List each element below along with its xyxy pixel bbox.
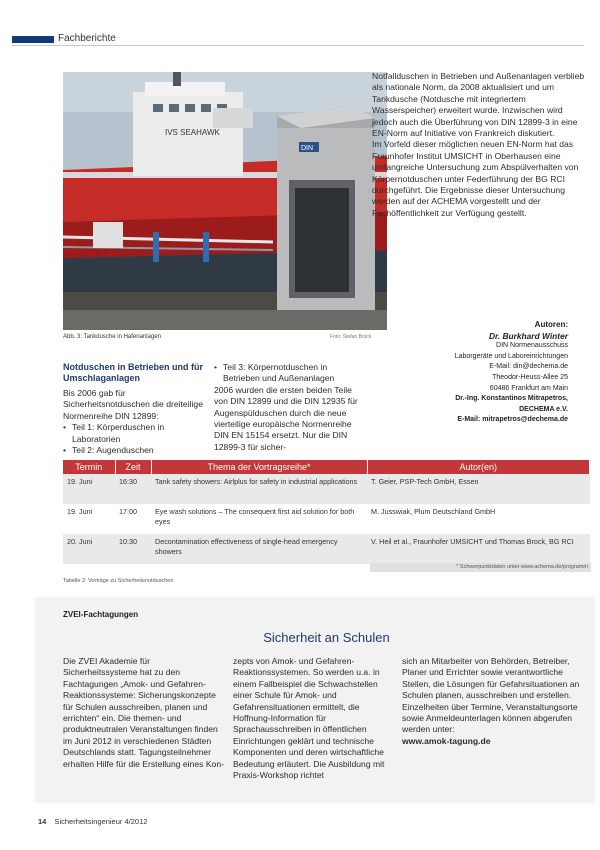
page-footer xyxy=(38,817,147,826)
column-2 xyxy=(214,362,366,453)
table-cell: M. Jusswiak, Plum Deutschland GmbH xyxy=(371,507,496,516)
author-1-line: Theodor-Heuss-Allee 25 xyxy=(492,373,568,381)
authors-label: Autoren: xyxy=(534,320,568,329)
right-column-paragraph-1: Notfallduschen in Betrieben und Außenanlagen verblieb als nationale Norm, da 2008 aktualisiert und um Tankdusche (Notdusche mit integriertem Wasserspeicher) erweitert wurde. Inzwischen wird jedoch auch die Überführung von DIN 12899-3 in eine EN-Norm auf Initiative von Frankreich diskutiert. xyxy=(372,71,585,139)
author-2-line: DECHEMA e.V. xyxy=(519,405,568,413)
table-cell: 16:30 xyxy=(115,474,151,504)
table-footnote: * Schwerpunktdaten unter www.achema.de/programm xyxy=(370,563,591,572)
figure-caption: Abb. 3: Tankdusche in Hafenanlagen xyxy=(63,334,161,340)
right-column-text xyxy=(372,71,590,219)
table-cell: Decontamination effectiveness of single-head emergency showers xyxy=(151,534,367,564)
column-header: Thema der Vortragsreihe* xyxy=(151,460,367,474)
table-cell: 10:30 xyxy=(115,534,151,564)
box-heading: ZVEI-Fachtagungen xyxy=(63,610,139,619)
right-column-paragraph-2: Im Vorfeld dieser möglichen neuen EN-Norm hat das Fraunhofer Institut UMSICHT in Oberhausen eine umfangreiche Untersuchung zum Abspülverhalten von Körpernotduschen unter Federführung der BG RCI durchgeführt. Die Ergebnisse dieser Untersuchung werden auf der ACHEMA vorgestellt und der Fachöffentlichkeit zur Verfügung gestellt. xyxy=(372,139,579,218)
column-header: Termin xyxy=(63,460,115,474)
page-number: 14 xyxy=(38,817,47,826)
lecture-schedule-table xyxy=(63,460,590,564)
authors-block xyxy=(358,320,568,426)
column-header: Zeit xyxy=(115,460,151,474)
author-1-line: Laborgeräte und Laboreinrichtungen xyxy=(454,352,568,360)
author-2-name: Dr.-Ing. Konstantinos Mitrapetros, xyxy=(455,395,568,403)
table-row xyxy=(63,534,590,564)
box-column-3 xyxy=(402,656,588,747)
journal-name: Sicherheitsingenieur 4/2012 xyxy=(54,817,148,826)
booth-label-text: DIN xyxy=(301,145,314,152)
column-1-heading: Notduschen in Betrieben und für Umschlaganlagen xyxy=(63,362,204,383)
table-cell: Eye wash solutions – The consequent first aid solution for both eyes xyxy=(155,507,355,526)
author-2-email: E-Mail: mitrapetros@dechema.de xyxy=(457,416,568,424)
table-cell: Tank safety showers: Airlplus for safety in industrial applications xyxy=(151,474,367,504)
author-1-line: DIN Normenausschuss xyxy=(496,342,568,350)
tank-shower-photo xyxy=(63,72,387,330)
author-1-name: Dr. Burkhard Winter xyxy=(488,330,568,341)
ship-name-text: IVS SEAHAWK xyxy=(165,128,220,137)
column-1-text: Bis 2006 gab für Sicherheitsnotduschen die dreiteilige Normenreihe DIN 12899: xyxy=(63,388,203,421)
table-cell: 19. Juni xyxy=(67,507,93,516)
author-1-email: E-Mail: din@dechema.de xyxy=(489,363,568,371)
author-1-line: 60486 Frankfurt am Main xyxy=(489,384,568,392)
table-cell: T. Geier, PSP-Tech GmbH, Essen xyxy=(367,474,590,504)
table-cell: V. Heil et al., Fraunhofer UMSICHT und Thomas Brock, BG RCI xyxy=(367,534,590,564)
table-cell: 19. Juni xyxy=(63,474,115,504)
bullet-item: • Teil 2: Augenduschen xyxy=(63,445,203,456)
section-color-bar xyxy=(12,36,54,43)
column-header: Autor(en) xyxy=(367,460,590,474)
box-link[interactable]: www.amok-tagung.de xyxy=(402,735,491,746)
column-1-bullets xyxy=(63,422,203,456)
box-column-2-text: zepts von Amok- und Gefahren-Reaktionssystemen. So werden u.a. in einem Fallbeispiel die Schwachstellen einer Schule für Amok- und Gefahrensituationen ermittelt, die Hoffnung-Information für Sprachausschreiben in öffentlichen Einrichtungen geklärt und technische Komponenten und deren wirtschaftliche Bedeutung erläutert. Die Ausbildung mit Praxis-Workshop richtet xyxy=(233,656,385,781)
section-label: Fachberichte xyxy=(58,33,116,44)
column-1 xyxy=(63,362,203,456)
column-2-bullets xyxy=(214,362,366,385)
box-column-3-text: sich an Mitarbeiter von Behörden, Betreiber, Planer und Errichter sowie verantwortliche Stellen, die Lösungen für Gefahrsituationen an Schulen planen, ausschreiben und erstellen. Einzelheiten über Termine, Veranstaltungsorte sowie Anmeldeunterlagen können abgerufen werden unter: xyxy=(402,656,580,735)
box-column-2 xyxy=(233,656,395,781)
table-row xyxy=(63,474,590,504)
table-cell: 17:00 xyxy=(119,507,137,516)
table-row xyxy=(63,504,590,534)
box-column-1 xyxy=(63,656,225,770)
box-column-1-text: Die ZVEI Akademie für Sicherheitssysteme hat zu den Fachtagungen „Amok- und Gefahren-Reaktionssysteme: Sicherungskonzepte für Schulen ausschreiben, planen und errichten“ ein. Die themen- und produktneutralen Veranstaltungen finden im Juni 2012 in verschiedenen Städten Deutschlands statt. Tagungsteilnehmer erhalten Hilfe für die Erstellung eines Kon- xyxy=(63,656,224,769)
column-2-text: 2006 wurden die ersten beiden Teile von DIN 12899 und die DIN 12935 für Augenspülduschen durch die neue vierteilige europäische Normenreihe DIN EN 15154 ersetzt. Nur die DIN 12899-3 für sicher- xyxy=(214,384,358,452)
table-caption: Tabelle 2: Vorträge zu Sicherheitsnotduschen xyxy=(63,578,174,584)
box-title: Sicherheit an Schulen xyxy=(263,630,390,645)
table-header-row xyxy=(63,460,590,474)
header-rule xyxy=(12,45,584,46)
table-cell: 20. Juni xyxy=(63,534,115,564)
bullet-item: • Teil 3: Körpernotduschen in Betrieben und Außenanlagen xyxy=(214,362,366,385)
bullet-item: • Teil 1: Körperduschen in Laboratorien xyxy=(63,422,203,445)
figure-credit: Foto: Stefan Brück xyxy=(330,334,372,340)
photo-illustration xyxy=(63,72,387,330)
